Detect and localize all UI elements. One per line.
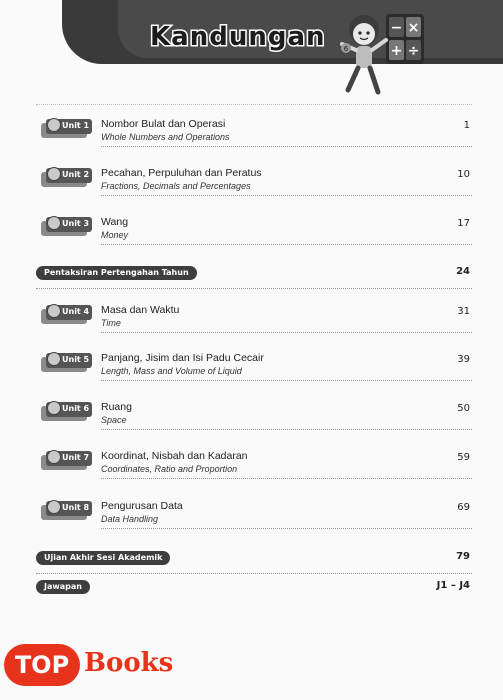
unit-badge: [36, 118, 94, 138]
globe-icon: [47, 167, 61, 181]
header-divider: [36, 104, 472, 105]
section-divider: [36, 288, 472, 289]
toc-unit-row: [36, 304, 472, 334]
unit-title-malay: Pecahan, Perpuluhan dan Peratus: [101, 167, 262, 179]
globe-icon: [47, 500, 61, 514]
unit-title-english: Coordinates, Ratio and Proportion: [101, 464, 238, 474]
unit-badge: [36, 450, 94, 470]
unit-badge-label: Unit 2: [62, 170, 90, 179]
unit-badge-label: Unit 8: [62, 503, 90, 512]
times-symbol: ×: [407, 20, 420, 36]
unit-title-english: Space: [101, 415, 127, 425]
unit-page-number: 39: [457, 354, 470, 365]
divide-symbol: ÷: [407, 43, 420, 59]
toc-unit-row: [36, 118, 472, 148]
plus-symbol: +: [390, 43, 403, 59]
logo-top-mark: TOP: [4, 644, 80, 686]
section-page-number: J1 – J4: [436, 580, 470, 591]
unit-badge-label: Unit 1: [62, 121, 90, 130]
unit-title-malay: Wang: [101, 216, 129, 228]
globe-icon: [47, 216, 61, 230]
unit-badge-label: Unit 4: [62, 307, 90, 316]
section-label: Jawapan: [36, 580, 90, 594]
globe-icon: [47, 118, 61, 132]
section-page-number: 24: [456, 266, 470, 277]
unit-badge-label: Unit 6: [62, 404, 90, 413]
unit-divider: [101, 146, 472, 147]
globe-icon: [47, 352, 61, 366]
unit-badge: [36, 352, 94, 372]
unit-title-malay: Nombor Bulat dan Operasi: [101, 118, 226, 130]
unit-divider: [101, 380, 472, 381]
unit-badge: [36, 401, 94, 421]
toc-section-row: [36, 580, 472, 604]
unit-page-number: 10: [457, 169, 470, 180]
unit-divider: [101, 528, 472, 529]
unit-title-english: Time: [101, 318, 121, 328]
unit-title-malay: Pengurusan Data: [101, 500, 183, 512]
globe-icon: [47, 450, 61, 464]
unit-title-malay: Ruang: [101, 401, 132, 413]
unit-page-number: 59: [457, 452, 470, 463]
globe-icon: [47, 401, 61, 415]
section-divider: [36, 573, 472, 574]
page-title: Kandungan: [150, 22, 326, 52]
unit-title-english: Whole Numbers and Operations: [101, 132, 230, 142]
unit-title-english: Money: [101, 230, 129, 240]
toc-unit-row: [36, 352, 472, 382]
unit-page-number: 50: [457, 403, 470, 414]
unit-divider: [101, 332, 472, 333]
unit-title-english: Length, Mass and Volume of Liquid: [101, 366, 242, 376]
unit-divider: [101, 478, 472, 479]
section-page-number: 79: [456, 551, 470, 562]
unit-page-number: 1: [463, 120, 470, 131]
unit-badge-label: Unit 5: [62, 355, 90, 364]
section-label: Pentaksiran Pertengahan Tahun: [36, 266, 197, 280]
svg-text:6: 6: [343, 45, 349, 53]
unit-title-malay: Masa dan Waktu: [101, 304, 180, 316]
unit-divider: [101, 195, 472, 196]
unit-title-english: Data Handling: [101, 514, 159, 524]
unit-badge-label: Unit 7: [62, 453, 90, 462]
unit-title-malay: Panjang, Jisim dan Isi Padu Cecair: [101, 352, 264, 364]
unit-title-english: Fractions, Decimals and Percentages: [101, 181, 251, 191]
mascot-illustration: [338, 4, 430, 100]
unit-badge: [36, 216, 94, 236]
toc-unit-row: [36, 401, 472, 431]
unit-page-number: 31: [457, 306, 470, 317]
unit-divider: [101, 429, 472, 430]
unit-page-number: 17: [457, 218, 470, 229]
topbooks-logo: [0, 628, 190, 700]
unit-title-malay: Koordinat, Nisbah dan Kadaran: [101, 450, 248, 462]
toc-unit-row: [36, 450, 472, 480]
unit-divider: [101, 244, 472, 245]
unit-badge: [36, 500, 94, 520]
minus-symbol: −: [390, 20, 403, 36]
section-label: Ujian Akhir Sesi Akademik: [36, 551, 170, 565]
toc-unit-row: [36, 167, 472, 197]
globe-icon: [47, 304, 61, 318]
logo-books-text: Books: [84, 648, 174, 678]
unit-page-number: 69: [457, 502, 470, 513]
toc-section-row: [36, 266, 472, 290]
toc-unit-row: [36, 216, 472, 246]
unit-badge: [36, 167, 94, 187]
unit-badge: [36, 304, 94, 324]
toc-section-row: [36, 551, 472, 575]
toc-unit-row: [36, 500, 472, 530]
unit-badge-label: Unit 3: [62, 219, 90, 228]
